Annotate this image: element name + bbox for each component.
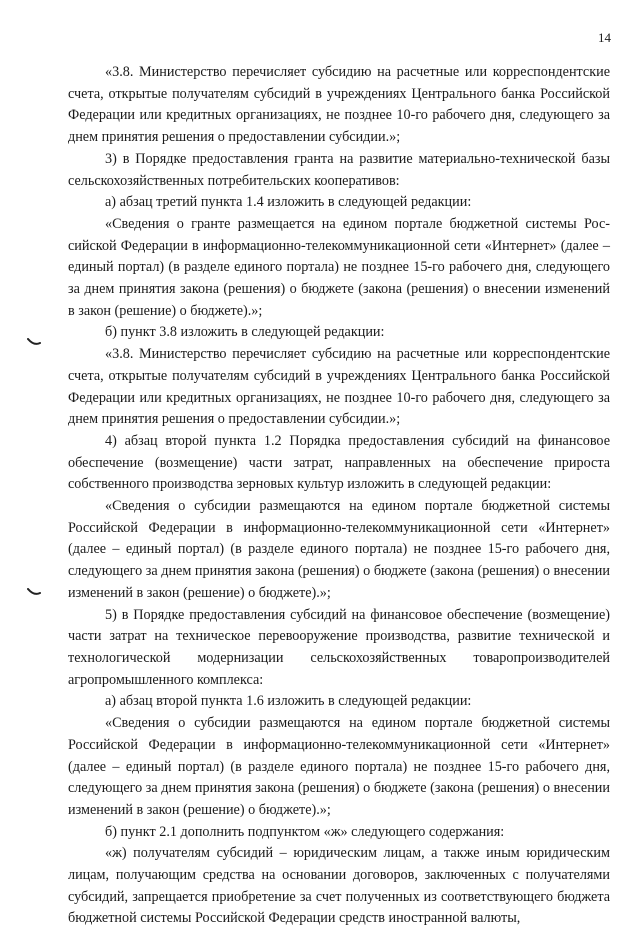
- paragraph: б) пункт 3.8 изложить в следующей редакции:: [105, 324, 385, 341]
- document-body: [68, 62, 610, 930]
- binding-hole-mark-icon: [27, 588, 41, 596]
- paragraph: б) пункт 2.1 дополнить подпунктом «ж» следующего содержания:: [105, 823, 505, 840]
- paragraph: 4) абзац второй пункта 1.2 Порядка предоставления субсидий на финансовое обеспечение (возмещение) части затрат, направленных на обеспечение прироста собственного производства зерновых культур изложить в следующей редакции:: [68, 432, 610, 493]
- paragraph: а) абзац третий пункта 1.4 изложить в следующей редакции:: [105, 194, 472, 211]
- paragraph: «Сведения о гранте размещается на едином портале бюджетной системы Российской Федерации в информационно-телекоммуникационной сети «Интернет» (далее – единый портал) (в разделе единого портала) не позднее 15-го рабочего дня, следующего за днем принятия закона (решения) о бюджете (закона (решения) о внесении изменений в закон (решение) о бюджете).»;: [68, 215, 610, 319]
- paragraph: «3.8. Министерство перечисляет субсидию на расчетные или корреспондентские счета, открытые получателям субсидий в учреждениях Центрального банка Российской Федерации или кредитных организациях, не позднее 10-го рабочего дня, следующего за днем принятия решения о предоставлении субсидии.»;: [68, 64, 610, 146]
- paragraph: «Сведения о субсидии размещаются на едином портале бюджетной системы Российской Федерации в информационно-телекоммуникационной сети «Интернет» (далее – единый портал) (в разделе единого портала) не позднее 15-го рабочего дня, следующего за днем принятия закона (решения) о бюджете (закона (решения) о внесении изменений в закон (решение) о бюджете).»;: [68, 498, 610, 601]
- paragraph: «ж) получателям субсидий – юридическим лицам, а также иным юридическим лицам, получающим средства на основании договоров, заключенных с получателями субсидий, запрещается приобретение за счет полученных из соответствующего бюджета бюджетной системы Российской Федерации средств иностранной валюты,: [68, 845, 610, 927]
- page-number: 14: [598, 30, 611, 45]
- paragraph: «Сведения о субсидии размещаются на едином портале бюджетной системы Российской Федерации в информационно-телекоммуникационной сети «Интернет» (далее – единый портал) (в разделе единого портала) не позднее 15-го рабочего дня, следующего за днем принятия закона (решения) о бюджете (закона (решения) о внесении изменений в закон (решение) о бюджете).»;: [68, 715, 610, 818]
- paragraph: 5) в Порядке предоставления субсидий на финансовое обеспечение (возмещение) части затрат на техническое перевооружение производства, развитие технической и технологической модернизации сельскохозяйственных товаропроизводителей агропромышленного комплекса:: [68, 606, 610, 688]
- paragraph: а) абзац второй пункта 1.6 изложить в следующей редакции:: [105, 693, 472, 710]
- paragraph: «3.8. Министерство перечисляет субсидию на расчетные или корреспондентские счета, открытые получателям субсидий в учреждениях Центрального банка Российской Федерации или кредитных организациях, не позднее 10-го рабочего дня, следующего за днем принятия решения о предоставлении субсидии.»;: [68, 346, 610, 428]
- paragraph: 3) в Порядке предоставления гранта на развитие материально-технической базы сельскохозяйственных потребительских кооперативов:: [68, 150, 610, 189]
- binding-hole-mark-icon: [27, 338, 41, 346]
